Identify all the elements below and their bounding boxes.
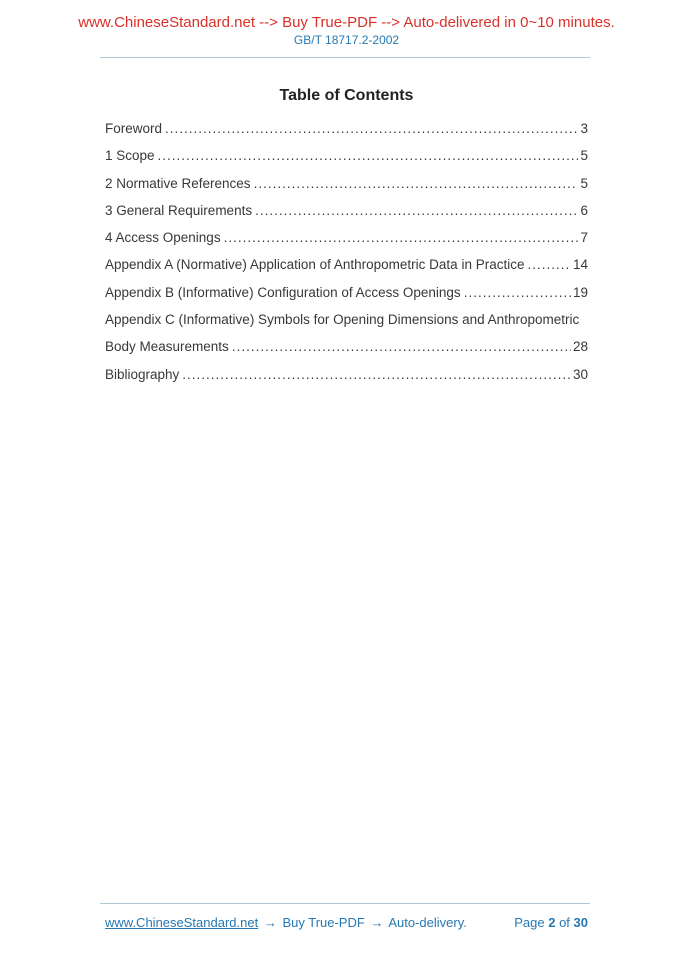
toc-entry-page: 14: [572, 257, 588, 273]
toc-entry-label: 3 General Requirements: [105, 202, 253, 218]
toc-entry-page: 3: [580, 121, 588, 136]
toc-entry: [105, 361, 588, 388]
toc-entry-page: 7: [580, 230, 588, 246]
toc-entry-page: 5: [580, 148, 588, 164]
toc-entry: [105, 224, 588, 251]
toc-entry: [105, 115, 588, 142]
page-indicator: [514, 915, 588, 930]
toc-entry: [105, 142, 588, 169]
toc-entry-label: 2 Normative References: [105, 175, 251, 191]
toc-entry-page: 5: [580, 175, 588, 191]
arrow-right-icon: →: [263, 915, 277, 930]
promo-banner: www.ChineseStandard.net --> Buy True-PDF --> Auto-delivered in 0~10 minutes.: [78, 14, 615, 31]
toc-leader-dots: [255, 197, 578, 224]
toc-leader-dots: [527, 251, 571, 278]
page-title: Table of Contents: [279, 87, 414, 104]
footer-site-link[interactable]: www.ChineseStandard.net: [105, 915, 259, 930]
toc-leader-dots: [158, 142, 579, 169]
footer-promo: [105, 915, 467, 930]
page-word: Page: [514, 915, 545, 930]
toc-leader-dots: [254, 170, 579, 197]
toc-entry: [105, 170, 588, 197]
arrow-right-icon: →: [370, 915, 384, 930]
footer-buy-text: Buy True-PDF: [282, 915, 365, 930]
toc-list: [105, 115, 588, 388]
toc-entry-page: 19: [572, 284, 588, 300]
standard-number: GB/T 18717.2-2002: [293, 33, 400, 47]
toc-entry-label: 4 Access Openings: [105, 230, 221, 246]
header-divider: [100, 57, 590, 58]
toc-entry-label: Bibliography: [105, 366, 180, 382]
toc-entry-page: 6: [580, 202, 588, 218]
toc-entry-label: Body Measurements: [105, 339, 229, 355]
of-word: of: [559, 915, 570, 930]
toc-entry: [105, 197, 588, 224]
toc-entry-page: 28: [572, 339, 588, 355]
page-total-number: 30: [573, 915, 588, 930]
toc-leader-dots: [232, 333, 571, 360]
toc-entry-label: 1 Scope: [105, 148, 155, 164]
toc-leader-dots: [182, 361, 571, 388]
toc-leader-dots: [464, 279, 571, 306]
page-current-number: 2: [548, 915, 556, 930]
toc-entry: [105, 279, 588, 306]
toc-entry: [105, 251, 588, 278]
toc-entry: [105, 333, 588, 360]
toc-entry-label: Appendix C (Informative) Symbols for Opening Dimensions and Anthropometric: [105, 312, 580, 328]
page-footer: [100, 903, 590, 930]
footer-delivery-text: Auto-delivery.: [388, 915, 467, 930]
toc-entry-page: 30: [572, 366, 588, 382]
toc-entry-label: Appendix A (Normative) Application of Anthropometric Data in Practice: [105, 257, 525, 273]
toc-leader-dots: [165, 115, 578, 142]
toc-entry-label: Appendix B (Informative) Configuration of Access Openings: [105, 284, 461, 300]
toc-entry: [105, 306, 588, 333]
toc-entry-label: Foreword: [105, 121, 163, 136]
toc-leader-dots: [224, 224, 579, 251]
